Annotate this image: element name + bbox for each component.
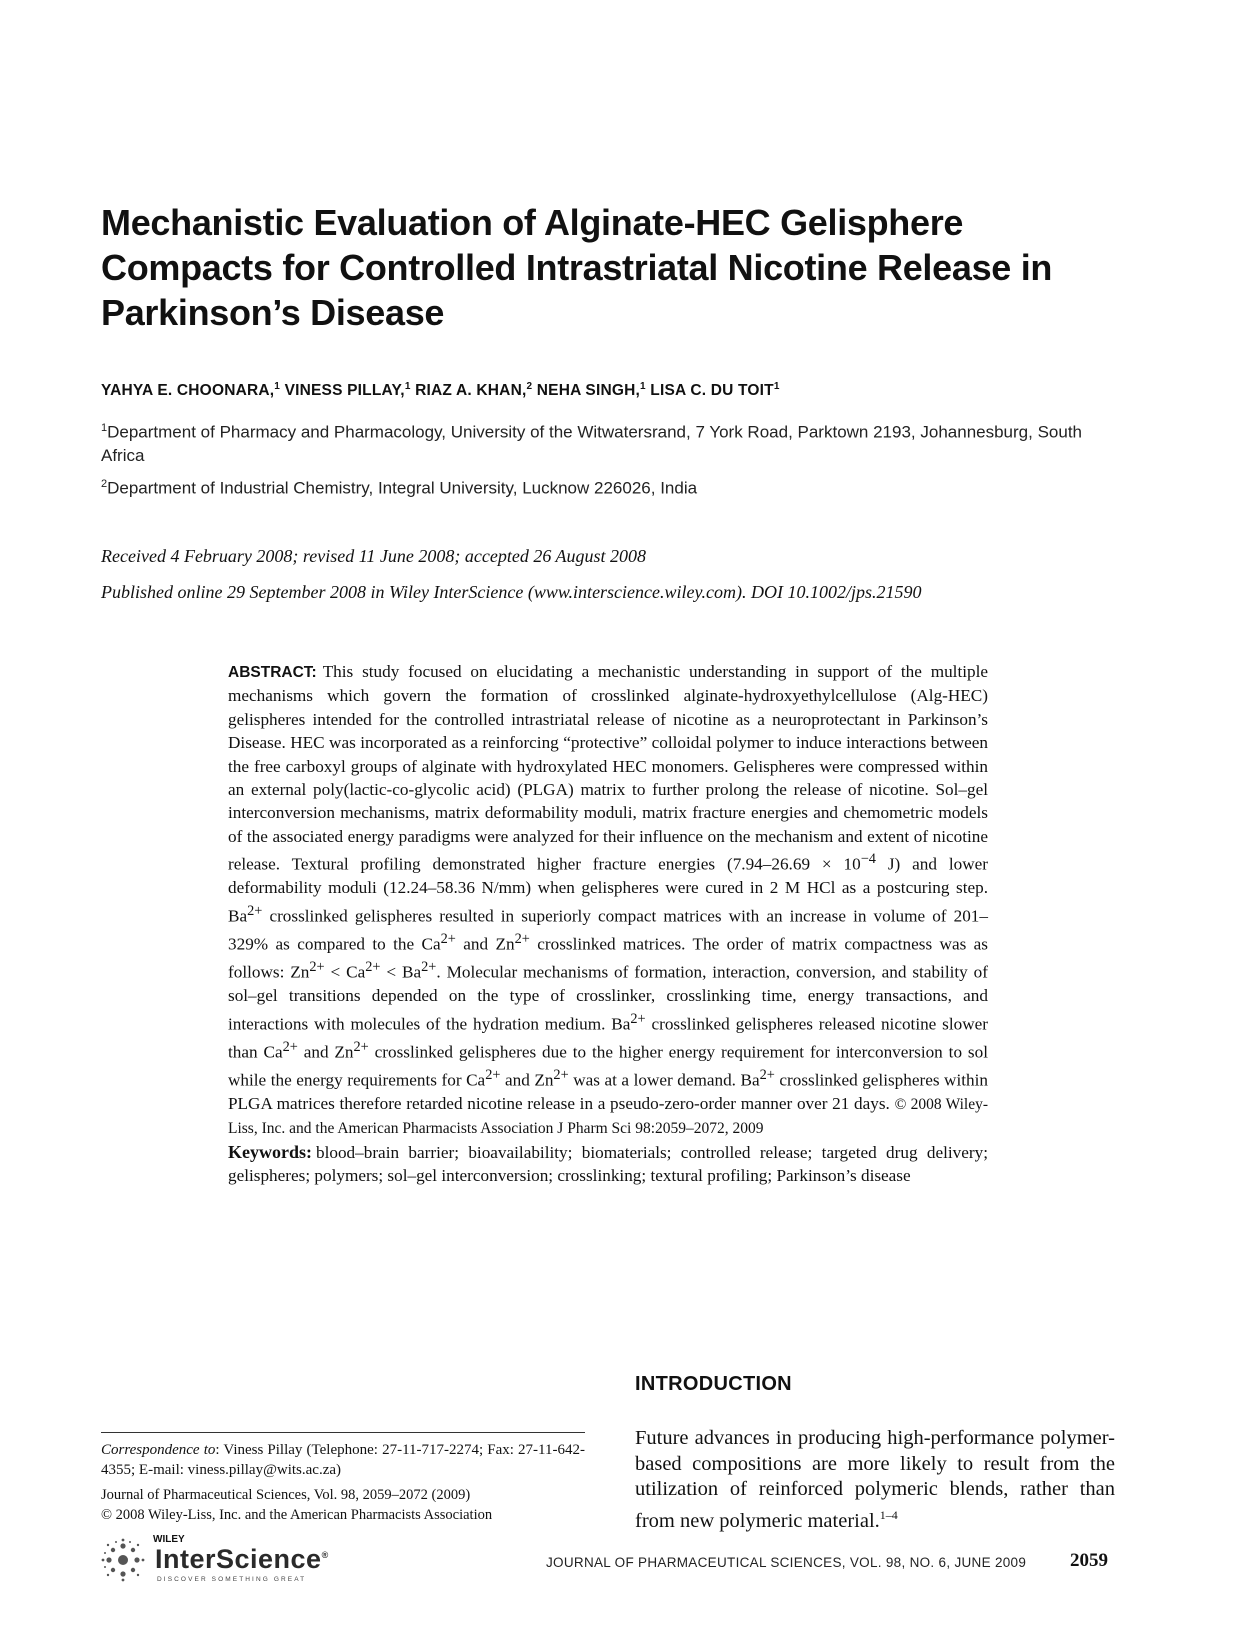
abstract-text: crosslinked matrices. The order of matrix compactness was as follows: Zn [228,934,988,982]
title-line-3: Parkinson’s Disease [101,292,445,333]
author-affiliation-mark: 1 [773,381,780,392]
ion-charge: 2+ [514,930,530,947]
abstract-text: < Ba [380,962,422,982]
interscience-wordmark [155,1544,329,1575]
interscience-name: InterScience [155,1544,322,1574]
logo-tagline: DISCOVER SOMETHING GREAT [157,1576,307,1583]
ion-charge: 2+ [282,1038,298,1055]
ion-charge: 2+ [630,1010,646,1027]
title-line-2: Compacts for Controlled Intrastriatal Nicotine Release in [101,247,1053,288]
affiliation-text: Department of Pharmacy and Pharmacology, University of the Witwatersrand, 7 York Road, Parktown 2193, Johannesburg, South Africa [101,422,1082,465]
keywords-text: blood–brain barrier; bioavailability; biomaterials; controlled release; targeted drug delivery; gelispheres; polymers; sol–gel interconversion; crosslinking; textural profiling; Parkinson’s disease [228,1142,988,1186]
affiliation-1 [101,417,1111,467]
reference-citation: 1–4 [879,1507,898,1522]
abstract-copyright: © 2008 Wiley-Liss, Inc. and the American Pharmacists Association J Pharm Sci 98:2059–2072, 2009 [228,1096,989,1138]
affiliation-text: Department of Industrial Chemistry, Integral University, Lucknow 226026, India [107,478,698,498]
abstract-text: crosslinked gelispheres released nicotine slower than Ca [228,1014,988,1062]
wiley-interscience-logo [101,1534,341,1586]
affiliation-number: 1 [101,422,108,434]
ion-charge: 2+ [440,930,456,947]
registered-mark: ® [321,1550,329,1560]
author-affiliation-mark: 2 [526,381,533,392]
author-name: VINESS PILLAY, [284,382,405,400]
interscience-burst-icon [101,1538,145,1582]
abstract [228,660,988,1188]
author-name: LISA C. DU TOIT [650,382,774,400]
author-name: NEHA SINGH, [536,382,641,400]
abstract-text: and Zn [297,1042,354,1062]
abstract-text: < Ca [324,962,366,982]
author-name: RIAZ A. KHAN, [415,382,527,400]
introduction-text: Future advances in producing high-performance polymer-based compositions are more likely to result from the utilization of reinforced polymeric blends, rather than from new polymeric material. [635,1427,1115,1532]
journal-copyright-line: © 2008 Wiley-Liss, Inc. and the American Pharmacists Association [101,1507,493,1523]
abstract-text: and Zn [455,934,515,954]
abstract-text: crosslinked gelispheres resulted in superiorly compact matrices with an increase in volume of 201–329% as compared to the Ca [228,906,988,954]
received-dates: Received 4 February 2008; revised 11 June 2008; accepted 26 August 2008 [101,546,647,566]
abstract-text: crosslinked gelispheres within PLGA matrices therefore retarded nicotine release in a pseudo-zero-order manner over 21 days. [228,1070,988,1114]
author-affiliation-mark: 1 [274,381,281,392]
article-title [101,200,1141,335]
abstract-body [228,660,988,1141]
abstract-text: was at a lower demand. Ba [568,1070,760,1090]
ion-charge: 2+ [553,1066,569,1083]
correspondence-text: : Viness Pillay (Telephone: 27-11-717-2274; Fax: 27-11-642-4355; E-mail: viness.pillay@wits.ac.za) [101,1442,585,1478]
ion-charge: 2+ [353,1038,369,1055]
affiliation-number: 2 [101,478,108,490]
affiliation-2 [101,478,697,499]
keywords-label: Keywords: [228,1141,312,1162]
ion-charge: 2+ [247,902,263,919]
abstract-label: ABSTRACT: [228,664,317,681]
wiley-wordmark: WILEY [153,1534,185,1545]
abstract-text: This study focused on elucidating a mechanistic understanding in support of the multiple mechanisms which govern the formation of crosslinked alginate-hydroxyethylcellulose (Alg-HEC) gelispheres intended for the controlled intrastriatal release of nicotine as a neuroprotectant in Parkinson’s Disease. HEC was incorporated as a reinforcing “protective” colloidal polymer to induce interactions between the free carboxyl groups of alginate with hydroxylated HEC monomers. Gelispheres were compressed within an external poly(lactic-co-glycolic acid) (PLGA) matrix to further prolong the release of nicotine. Sol–gel interconversion mechanisms, matrix deformability moduli, matrix fracture energies and chemometric models of the associated energy paradigms were analyzed for their influence on the mechanism and extent of nicotine release. Textural profiling demonstrated higher fracture energies (7.94–26.69 × 10 [228,662,988,874]
abstract-text: and Zn [500,1070,554,1090]
exponent: −4 [860,851,876,868]
abstract-text: crosslinked gelispheres due to the higher energy requirement for interconversion to sol while the energy requirements for Ca [228,1042,988,1090]
keywords [228,1141,988,1188]
journal-citation-line: Journal of Pharmaceutical Sciences, Vol. 98, 2059–2072 (2009) [101,1487,471,1503]
ion-charge: 2+ [421,959,437,976]
author-list [101,381,780,400]
abstract-text: J) and lower deformability moduli (12.24–58.36 N/mm) when gelispheres were cured in 2 M HCl as a postcuring step. Ba [228,854,988,926]
correspondence-label: Correspondence to [101,1442,216,1458]
publication-info: Published online 29 September 2008 in Wiley InterScience (www.interscience.wiley.com). DOI 10.1002/jps.21590 [101,582,922,602]
abstract-text: . Molecular mechanisms of formation, interaction, conversion, and stability of sol–gel transitions depended on the type of crosslinker, crosslinking time, energy transactions, and interactions with molecules of the hydration medium. Ba [228,962,988,1034]
title-line-1: Mechanistic Evaluation of Alginate-HEC Gelisphere [101,202,964,243]
author-affiliation-mark: 1 [640,381,646,392]
footnote-divider [101,1432,585,1433]
ion-charge: 2+ [309,959,325,976]
running-footer: JOURNAL OF PHARMACEUTICAL SCIENCES, VOL. 98, NO. 6, JUNE 2009 [546,1555,1027,1570]
author-name: YAHYA E. CHOONARA, [101,382,275,400]
page-number: 2059 [1070,1550,1108,1571]
author-affiliation-mark: 1 [404,381,411,392]
correspondence-note [101,1440,585,1480]
section-heading-introduction: INTRODUCTION [635,1373,792,1395]
ion-charge: 2+ [365,959,381,976]
introduction-paragraph [635,1426,1115,1534]
ion-charge: 2+ [485,1066,501,1083]
journal-citation [101,1485,601,1525]
ion-charge: 2+ [759,1066,775,1083]
